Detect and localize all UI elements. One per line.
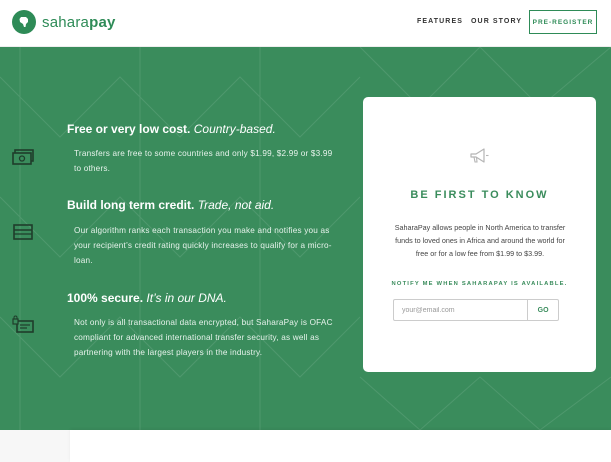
feature-title-cost-main: Free or very low cost. (67, 122, 191, 136)
nav-features-link[interactable]: FEATURES (417, 18, 464, 25)
megaphone-icon (468, 147, 490, 165)
go-button[interactable]: GO (527, 300, 558, 320)
brand-name (42, 14, 116, 31)
secure-id-icon (12, 315, 36, 335)
feature-title-cost (67, 122, 276, 136)
email-signup-form (393, 299, 559, 321)
feature-title-secure-tag: It’s in our DNA. (146, 291, 227, 305)
credit-card-icon (12, 223, 36, 243)
feature-title-secure-main: 100% secure. (67, 291, 144, 305)
brand-name-bold: pay (89, 13, 116, 31)
next-section (0, 430, 611, 462)
pre-register-button[interactable]: PRE-REGISTER (529, 10, 597, 34)
next-section-panel (70, 430, 611, 462)
feature-title-credit (67, 198, 274, 212)
card-description: SaharaPay allows people in North America to transfer funds to loved ones in Africa and around the world for free or for a low fee from $1.99 to $3.99. (394, 223, 566, 258)
feature-desc-secure: Not only is all transactional data encrypted, but SaharaPay is OFAC compliant for advanced international transfer security, as well as partnering with the largest players in the industry. (74, 318, 333, 357)
brand-logo[interactable] (12, 10, 116, 34)
brand-name-light: sahara (42, 13, 90, 31)
nav-our-story-link[interactable]: OUR STORY (471, 18, 523, 25)
email-input[interactable] (394, 300, 527, 320)
notify-label: NOTIFY ME WHEN SAHARAPAY IS AVAILABLE. (391, 281, 568, 287)
money-icon (12, 146, 36, 166)
africa-logo-icon (12, 10, 36, 34)
feature-desc-cost: Transfers are free to some countries and only $1.99, $2.99 or $3.99 to others. (74, 149, 333, 173)
feature-title-secure (67, 291, 227, 305)
card-title: BE FIRST TO KNOW (410, 189, 549, 201)
feature-title-credit-main: Build long term credit. (67, 198, 195, 212)
feature-title-cost-tag: Country-based. (193, 122, 276, 136)
site-header (0, 0, 611, 47)
feature-desc-credit: Our algorithm ranks each transaction you make and notifies you as your recipient’s credit rating quickly increases to qualify for a micro-loan. (74, 226, 332, 265)
feature-title-credit-tag: Trade, not aid. (197, 198, 275, 212)
